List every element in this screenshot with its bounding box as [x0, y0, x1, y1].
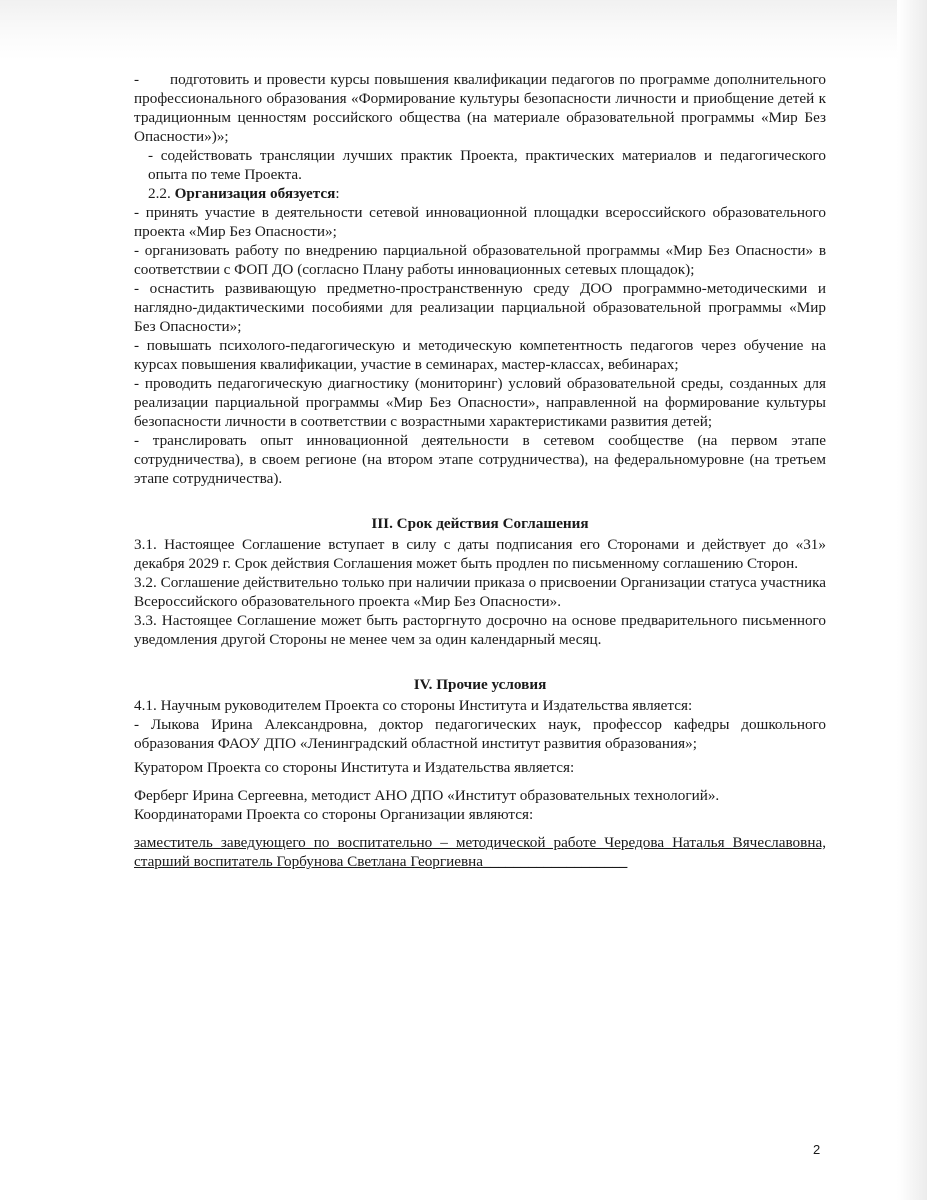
org-obligation-item: - повышать психолого-педагогическую и методическую компетентность педагогов через обучение на курсах повышения квалификации, участие в семинарах, мастер-классах, вебинарах; [134, 337, 826, 373]
other-clause-4-1: 4.1. Научным руководителем Проекта со стороны Института и Издательства является: [134, 697, 693, 714]
section-term-title: III. Срок действия Соглашения [371, 515, 589, 532]
curator-label: Куратором Проекта со стороны Института и Издательства является: [134, 759, 575, 776]
org-obligation-item: - транслировать опыт инновационной деятельности в сетевом сообществе (на первом этапе сотрудничества), в своем регионе (на втором этапе сотрудничества), на федеральномуровне (на третьем этапе сотрудничества). [134, 432, 826, 487]
coordinators-label: Координаторами Проекта со стороны Организации являются: [134, 806, 534, 823]
scan-shadow-right [897, 0, 927, 1200]
coordinators-names: заместитель заведующего по воспитательно – методической работе Чередова Наталья Вячеславовна, старший воспитатель Горбунова Светлана Георгиевна___________________ [134, 834, 826, 870]
org-obligation-item: - организовать работу по внедрению парциальной образовательной программы «Мир Без Опасности» в соответствии с ФОП ДО (согласно Плану работы инновационных сетевых площадок); [134, 242, 826, 278]
scan-shadow-top [0, 0, 927, 60]
org-obligations-number: 2.2. [148, 185, 171, 202]
term-clause-3-1: 3.1. Настоящее Соглашение вступает в силу с даты подписания его Сторонами и действует до «31» декабря 2029 г. Срок действия Соглашения может быть продлен по письменному соглашению Сторон. [134, 536, 826, 572]
curator-name: Ферберг Ирина Сергеевна, методист АНО ДПО «Институт образовательных технологий». [134, 787, 720, 804]
document-page [134, 70, 826, 871]
section-other-title: IV. Прочие условия [413, 676, 547, 693]
org-obligations-heading [134, 184, 826, 203]
org-obligation-item: - принять участие в деятельности сетевой инновационной площадки всероссийского образовательного проекта «Мир Без Опасности»; [134, 204, 826, 240]
term-clause-3-3: 3.3. Настоящее Соглашение может быть расторгнуто досрочно на основе предварительного письменного уведомления другой Стороны не менее чем за один календарный месяц. [134, 612, 826, 648]
obligation-broadcast: - содействовать трансляции лучших практик Проекта, практических материалов и педагогического опыта по теме Проекта. [148, 147, 826, 183]
org-obligation-item: - оснастить развивающую предметно-пространственную среду ДОО программно-методическими и наглядно-дидактическими пособиями для реализации парциальной образовательной программы «Мир Без Опасности»; [134, 280, 826, 335]
page-number: 2 [813, 1142, 821, 1157]
org-obligations-colon: : [335, 185, 340, 202]
scientific-lead: - Лыкова Ирина Александровна, доктор педагогических наук, профессор кафедры дошкольного образования ФАОУ ДПО «Ленинградский областной институт развития образования»; [134, 716, 826, 752]
obligation-courses [134, 70, 826, 146]
bullet-dash: - [134, 71, 140, 88]
obligation-courses-text: подготовить и провести курсы повышения квалификации педагогов по программе дополнительного профессионального образования «Формирование культуры безопасности личности и приобщение детей к традиционным ценностям российского общества (на материале образовательной программы «Мир Без Опасности»)»; [134, 71, 826, 145]
term-clause-3-2: 3.2. Соглашение действительно только при наличии приказа о присвоении Организации статуса участника Всероссийского образовательного проекта «Мир Без Опасности». [134, 574, 826, 610]
org-obligations-title: Организация обязуется [174, 185, 336, 202]
org-obligation-item: - проводить педагогическую диагностику (мониторинг) условий образовательной среды, созданных для реализации парциальной программы «Мир Без Опасности», направленной на формирование культуры безопасности личности в соответствии с возрастными характеристиками развития детей; [134, 375, 826, 430]
